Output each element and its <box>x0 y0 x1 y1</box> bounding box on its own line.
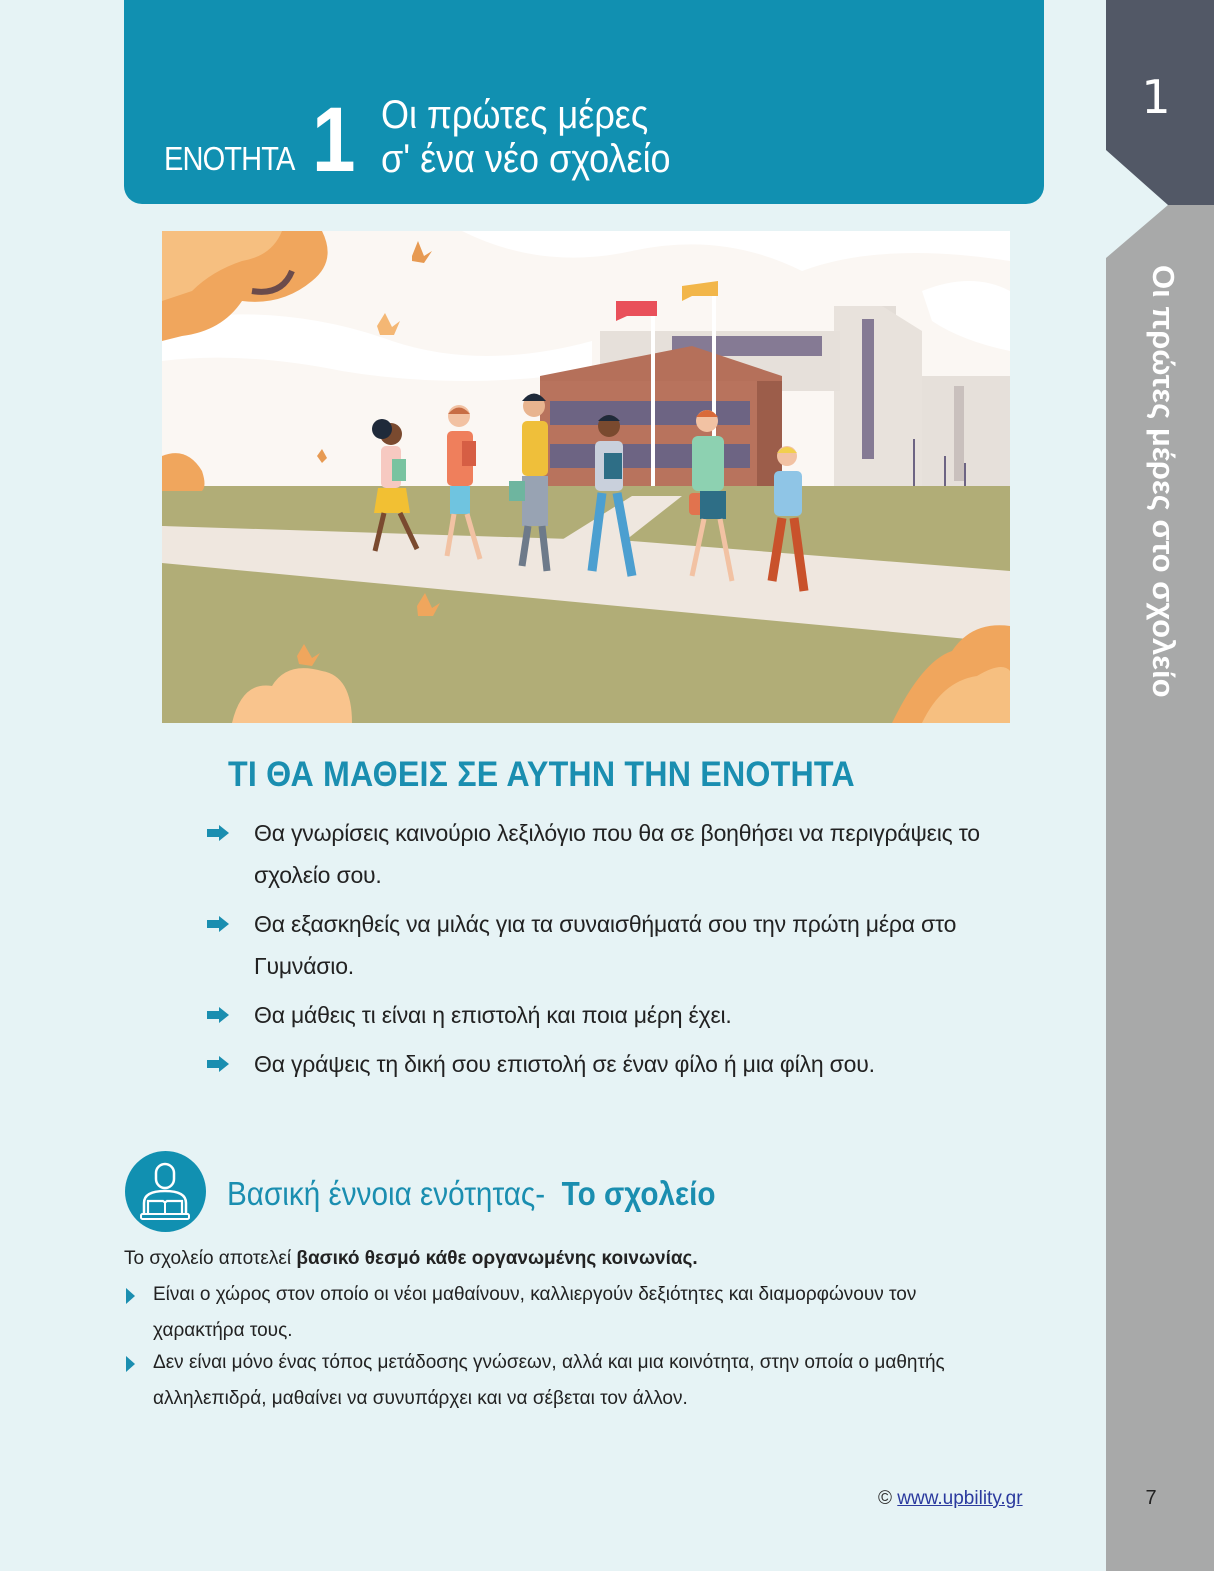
key-concept-body <box>124 1245 1004 1417</box>
learn-section-title: ΤΙ ΘΑ ΜΑΘΕΙΣ ΣΕ ΑΥΤΗΝ ΤΗΝ ΕΝΟΤΗΤΑ <box>228 755 855 794</box>
learn-objectives-list <box>207 812 987 1092</box>
page-number: 7 <box>1145 1487 1157 1509</box>
chapter-number: 1 <box>1141 70 1171 124</box>
unit-label: ΕΝΟΤΗΤΑ <box>164 140 295 177</box>
unit-title <box>381 93 671 181</box>
arrow-right-icon <box>207 1007 231 1023</box>
side-tab-shape <box>1106 0 1214 1571</box>
upbility-link[interactable]: www.upbility.gr <box>897 1488 1023 1509</box>
reader-book-icon <box>125 1151 206 1232</box>
chapter-vertical-title: Οι πρώτες μέρες στο σχολείο <box>1146 265 1181 698</box>
arrow-right-icon <box>207 825 231 841</box>
learn-objective-item: Θα εξασκηθείς να μιλάς για τα συναισθήματά σου την πρώτη μέρα στο Γυμνάσιο. <box>207 903 987 987</box>
key-concept-intro: Το σχολείο αποτελεί βασικό θεσμό κάθε οργανωμένης κοινωνίας. <box>124 1248 698 1269</box>
key-concept-bullet: Δεν είναι μόνο ένας τόπος μετάδοσης γνώσεων, αλλά και μια κοινότητα, στην οποία ο μαθητής αλληλεπιδρά, μαθαίνει να συνυπάρχει και να σέβεται τον άλλον. <box>124 1345 1004 1417</box>
arrow-right-icon <box>207 916 231 932</box>
triangle-bullet-icon <box>126 1288 135 1304</box>
school-illustration <box>162 231 1010 723</box>
key-concept-term: Το σχολείο <box>561 1175 716 1212</box>
key-concept-heading: Βασική έννοια ενότητας- Το σχολείο <box>227 1175 716 1212</box>
unit-header-banner <box>124 0 1044 204</box>
copyright-symbol: © <box>878 1488 892 1509</box>
triangle-bullet-icon <box>126 1356 135 1372</box>
learn-objective-item: Θα γράψεις τη δική σου επιστολή σε έναν φίλο ή μια φίλη σου. <box>207 1043 987 1085</box>
unit-number: 1 <box>312 89 356 191</box>
students-walking-to-school-image <box>162 231 1010 723</box>
learn-objective-item: Θα μάθεις τι είναι η επιστολή και ποια μέρη έχει. <box>207 994 987 1036</box>
learn-objective-item: Θα γνωρίσεις καινούριο λεξιλόγιο που θα σε βοηθήσει να περιγράψεις το σχολείο σου. <box>207 812 987 896</box>
key-concept-bullets <box>124 1277 1004 1417</box>
footer-copyright <box>878 1488 1023 1510</box>
arrow-right-icon <box>207 1056 231 1072</box>
unit-title-line-2: σ' ένα νέο σχολείο <box>381 137 671 181</box>
unit-title-line-1: Οι πρώτες μέρες <box>381 93 649 137</box>
chapter-side-tab <box>1106 0 1214 1571</box>
key-concept-bullet: Είναι ο χώρος στον οποίο οι νέοι μαθαίνουν, καλλιεργούν δεξιότητες και διαμορφώνουν τον χαρακτήρα τους. <box>124 1277 1004 1349</box>
